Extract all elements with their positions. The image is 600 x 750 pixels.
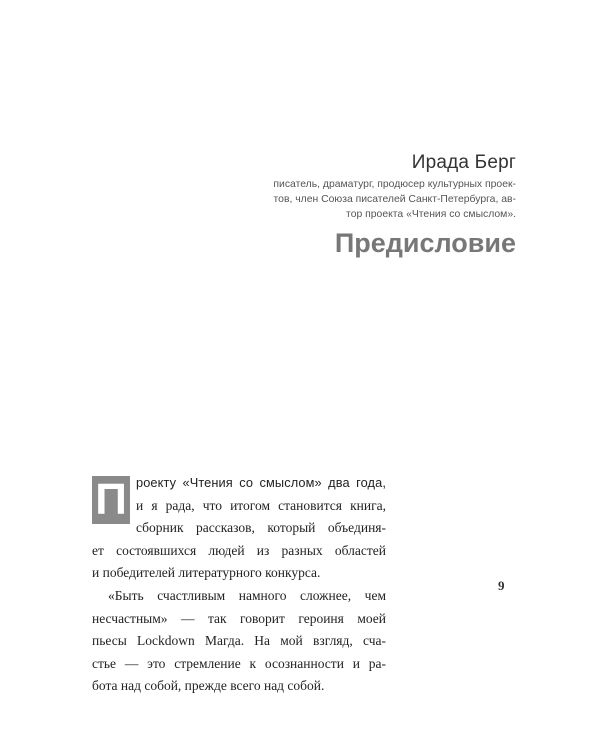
author-bio-line: тор проекта «Чтения со смыслом».	[346, 209, 516, 220]
author-bio	[248, 177, 516, 222]
body-line: роекту «Чтения со смыслом» два года,	[136, 475, 386, 490]
page-number: 9	[498, 578, 505, 593]
body-line: «Быть счастливым намного сложнее, чем	[108, 587, 386, 603]
body-line: и победителей литературного конкурса.	[92, 565, 321, 581]
body-line: бота над собой, прежде всего над собой.	[92, 678, 325, 694]
body-line: стье — это стремление к осознанности и ра-	[92, 655, 386, 671]
section-title: Предисловие	[334, 228, 516, 258]
body-text	[92, 472, 386, 698]
body-line: ет состоявшихся людей из разных областей	[92, 542, 386, 558]
body-line: пьесы Lockdown Магда. На мой взгляд, сча-	[92, 633, 386, 649]
author-bio-line: тов, член Союза писателей Санкт-Петербурга, ав-	[273, 194, 516, 205]
drop-cap: П	[92, 476, 130, 524]
body-line: сборник рассказов, который объединя-	[136, 520, 386, 536]
author-name: Ирада Берг	[411, 152, 516, 173]
body-line: несчастным» — так говорит героиня моей	[92, 610, 386, 626]
author-bio-line: писатель, драматург, продюсер культурных проек-	[273, 179, 516, 190]
body-line: и я рада, что итогом становится книга,	[136, 497, 386, 513]
